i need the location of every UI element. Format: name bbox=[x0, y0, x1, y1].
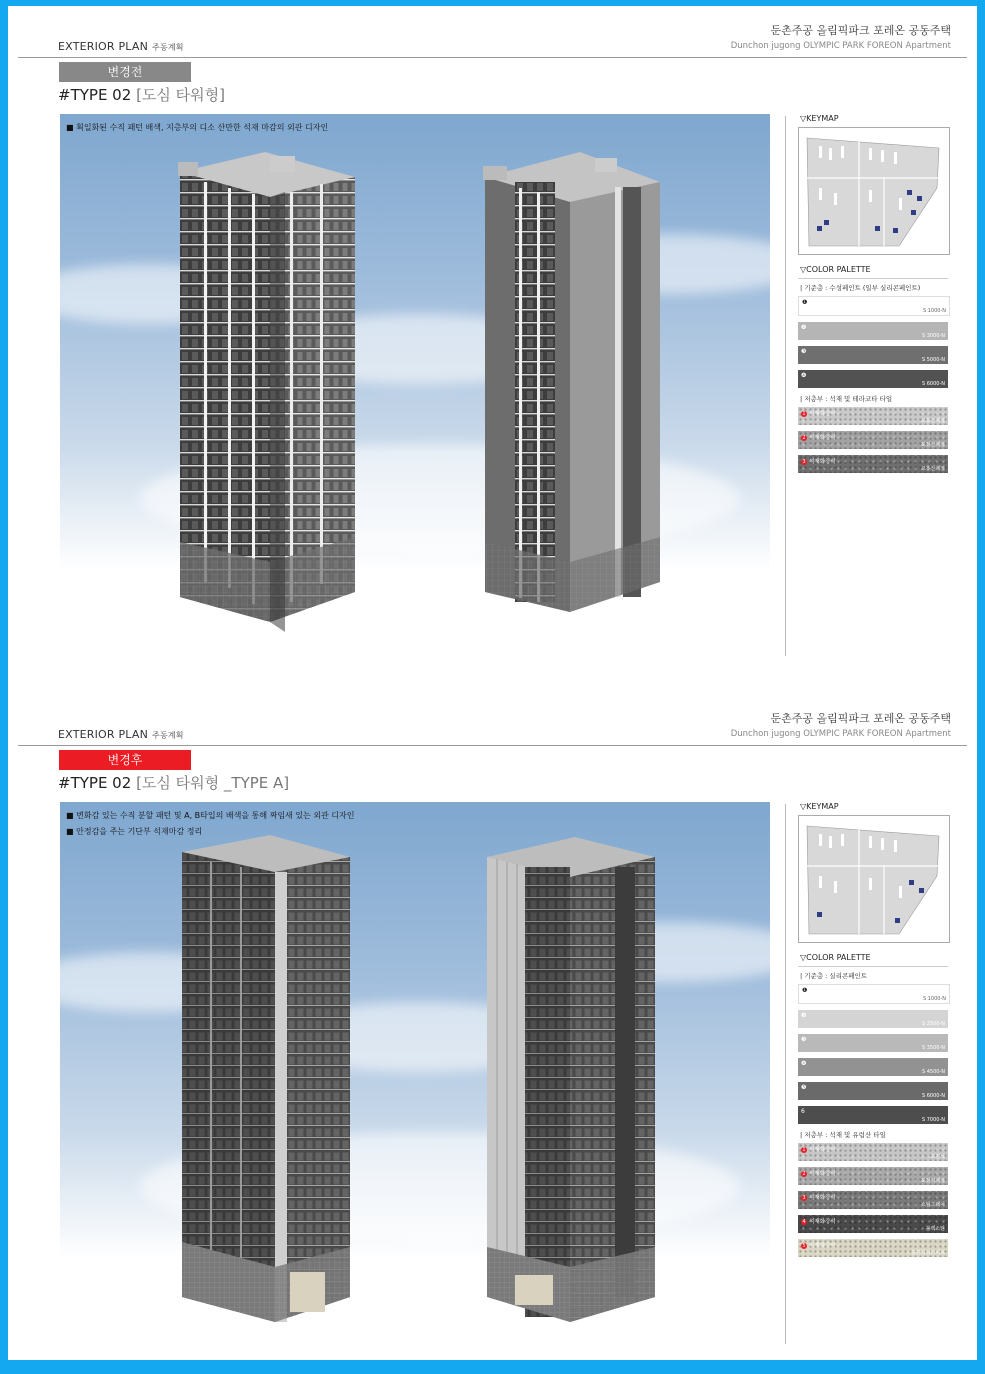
swatch-code: S 6000-N bbox=[921, 381, 945, 387]
header-divider bbox=[18, 57, 967, 58]
paint-swatch bbox=[798, 346, 948, 364]
swatch-material: 석재화강석 bbox=[809, 1147, 836, 1153]
stone-swatch bbox=[798, 431, 948, 449]
paint-swatch bbox=[798, 1106, 948, 1124]
panel-after bbox=[8, 694, 977, 1374]
keymap-label: ▽KEYMAP bbox=[800, 114, 839, 123]
swatch-material: 석재화강석 bbox=[809, 1171, 836, 1177]
type-title-bracket: [도심 타워형] bbox=[136, 86, 225, 104]
keymap-diagram bbox=[799, 128, 949, 254]
swatch-number: 1 bbox=[802, 1147, 806, 1153]
swatch-number: ❷ bbox=[801, 1012, 807, 1019]
type-title-bracket: [도심 타워형 _TYPE A] bbox=[136, 774, 290, 792]
tower-rendering-right bbox=[475, 142, 675, 642]
swatch-number: ❷ bbox=[801, 324, 807, 331]
paint-swatch bbox=[798, 322, 948, 340]
section-subtitle: 주동계획 bbox=[152, 731, 184, 740]
paint-swatch bbox=[798, 1010, 948, 1028]
keymap-diagram bbox=[799, 816, 949, 942]
lower-swatch-list bbox=[798, 1143, 958, 1257]
swatch-code: S 2500-N bbox=[921, 1021, 945, 1027]
swatch-code: 블랙스탄 bbox=[925, 1226, 945, 1232]
swatch-number: 3 bbox=[802, 1195, 806, 1201]
swatch-label bbox=[801, 433, 836, 441]
project-name-ko: 둔촌주공 올림픽파크 포레온 공동주택 bbox=[770, 24, 951, 37]
section-title: EXTERIOR PLAN bbox=[58, 728, 149, 741]
swatch-number: 5 bbox=[802, 1243, 806, 1249]
upper-palette-heading: | 기준층 : 실리콘페인트 bbox=[800, 972, 868, 980]
upper-palette-heading: | 기준층 : 수성페인트 (일부 실리콘페인트) bbox=[800, 284, 921, 292]
swatch-number: 2 bbox=[802, 1171, 806, 1177]
side-panel bbox=[798, 114, 958, 479]
keymap bbox=[798, 127, 950, 255]
side-divider bbox=[785, 804, 786, 1344]
swatch-material: 석재화강석 bbox=[809, 1243, 836, 1249]
swatch-number: 4 bbox=[802, 1219, 806, 1225]
lower-palette-heading: | 저층부 : 석재 및 테라코타 타일 bbox=[800, 395, 893, 403]
swatch-code: 스틸그레이 bbox=[920, 1202, 945, 1208]
stone-swatch bbox=[798, 1143, 948, 1161]
type-title bbox=[58, 84, 225, 105]
paint-swatch bbox=[798, 1082, 948, 1100]
swatch-material: 석재화강석 bbox=[809, 435, 836, 441]
swatch-code: S 3000-N bbox=[921, 333, 945, 339]
rendering-view bbox=[60, 114, 770, 644]
paint-swatch bbox=[798, 984, 950, 1004]
section-title: EXTERIOR PLAN bbox=[58, 40, 149, 53]
stone-swatch bbox=[798, 407, 948, 425]
stone-swatch bbox=[798, 455, 948, 473]
swatch-code: S 5000-N bbox=[921, 357, 945, 363]
project-name-en: Dunchon jugong OLYMPIC PARK FOREON Apartment bbox=[730, 729, 951, 739]
swatch-code: 포천석계열 bbox=[920, 1178, 945, 1184]
tower-rendering-left bbox=[170, 142, 370, 642]
swatch-number: 1 bbox=[802, 411, 806, 417]
stone-swatch bbox=[798, 1167, 948, 1185]
type-title bbox=[58, 772, 289, 793]
paint-swatch bbox=[798, 1058, 948, 1076]
paint-swatch bbox=[798, 1034, 948, 1052]
paint-swatch bbox=[798, 296, 950, 316]
type-title-main: #TYPE 02 bbox=[58, 86, 132, 104]
swatch-code: 고흥산계열 bbox=[920, 466, 945, 472]
swatch-code: S 1000-N bbox=[922, 996, 946, 1002]
swatch-code: S 3500-N bbox=[921, 1045, 945, 1051]
swatch-number: ❺ bbox=[801, 1084, 807, 1091]
project-name-ko: 둔촌주공 올림픽파크 포레온 공동주택 bbox=[770, 712, 951, 725]
section-header bbox=[58, 728, 184, 741]
project-name-en: Dunchon jugong OLYMPIC PARK FOREON Apartment bbox=[730, 41, 951, 51]
swatch-code: 블랜디쉬라이트 bbox=[911, 1250, 945, 1256]
panel-before bbox=[8, 6, 977, 686]
swatch-number: 6 bbox=[801, 1108, 805, 1115]
swatch-label bbox=[801, 409, 836, 417]
swatch-label bbox=[801, 1193, 836, 1201]
stone-swatch bbox=[798, 1215, 948, 1233]
upper-swatch-list bbox=[798, 296, 958, 388]
swatch-number: ❹ bbox=[801, 1060, 807, 1067]
section-header bbox=[58, 40, 184, 53]
project-header bbox=[731, 710, 951, 739]
design-note: ■ 변화감 있는 수직 분할 패턴 및 A, B타입의 배색을 통해 짜임새 있는 외관 디자인 bbox=[66, 808, 355, 824]
keymap-label: ▽KEYMAP bbox=[800, 802, 839, 811]
type-title-main: #TYPE 02 bbox=[58, 774, 132, 792]
paint-swatch bbox=[798, 370, 948, 388]
project-header bbox=[731, 22, 951, 51]
header-divider bbox=[18, 745, 967, 746]
tower-rendering-right bbox=[475, 827, 675, 1332]
side-divider bbox=[785, 116, 786, 656]
keymap bbox=[798, 815, 950, 943]
swatch-number: ❸ bbox=[801, 348, 807, 355]
upper-swatch-list bbox=[798, 984, 958, 1124]
swatch-code: S 7000-N bbox=[921, 1117, 945, 1123]
design-notes bbox=[66, 120, 328, 136]
swatch-label bbox=[801, 457, 836, 465]
lower-palette-heading: | 저층부 : 석재 및 유럽산 타일 bbox=[800, 1131, 886, 1139]
sheet bbox=[8, 6, 977, 1360]
swatch-material: 석재화강석 bbox=[809, 459, 836, 465]
swatch-label bbox=[801, 1241, 836, 1249]
swatch-number: ❹ bbox=[801, 372, 807, 379]
swatch-number: 3 bbox=[802, 459, 806, 465]
swatch-number: 2 bbox=[802, 435, 806, 441]
design-note: ■ 안정감을 주는 기단부 석재마감 정리 bbox=[66, 824, 355, 840]
swatch-number: ❶ bbox=[802, 299, 808, 306]
swatch-label bbox=[801, 1145, 836, 1153]
swatch-code: S 4500-N bbox=[921, 1069, 945, 1075]
swatch-label bbox=[801, 1169, 836, 1177]
status-badge: 변경전 bbox=[59, 62, 191, 82]
section-subtitle: 주동계획 bbox=[152, 43, 184, 52]
swatch-code: S 6000-N bbox=[921, 1093, 945, 1099]
swatch-label bbox=[801, 1217, 836, 1225]
palette-label: ▽COLOR PALETTE bbox=[800, 265, 871, 274]
design-note: ■ 획일화된 수직 패턴 배색, 지층부의 디소 산만한 석재 마감의 외관 디자인 bbox=[66, 120, 328, 136]
lower-swatch-list bbox=[798, 407, 958, 473]
swatch-code: 고흥산계열 bbox=[920, 418, 945, 424]
swatch-number: ❸ bbox=[801, 1036, 807, 1043]
stone-swatch bbox=[798, 1239, 948, 1257]
swatch-number: ❶ bbox=[802, 987, 808, 994]
swatch-code: 포천산계열 bbox=[920, 442, 945, 448]
side-panel bbox=[798, 802, 958, 1263]
tower-rendering-left bbox=[170, 827, 370, 1332]
palette-label: ▽COLOR PALETTE bbox=[800, 953, 871, 962]
status-badge: 변경후 bbox=[59, 750, 191, 770]
swatch-material: 석재화강석 bbox=[809, 1219, 836, 1225]
swatch-material: 석재화강석 bbox=[809, 411, 836, 417]
swatch-code: S 1000-N bbox=[922, 308, 946, 314]
rendering-view bbox=[60, 802, 770, 1332]
stone-swatch bbox=[798, 1191, 948, 1209]
swatch-material: 석재화강석 bbox=[809, 1195, 836, 1201]
swatch-code: 포천석 bbox=[930, 1154, 945, 1160]
